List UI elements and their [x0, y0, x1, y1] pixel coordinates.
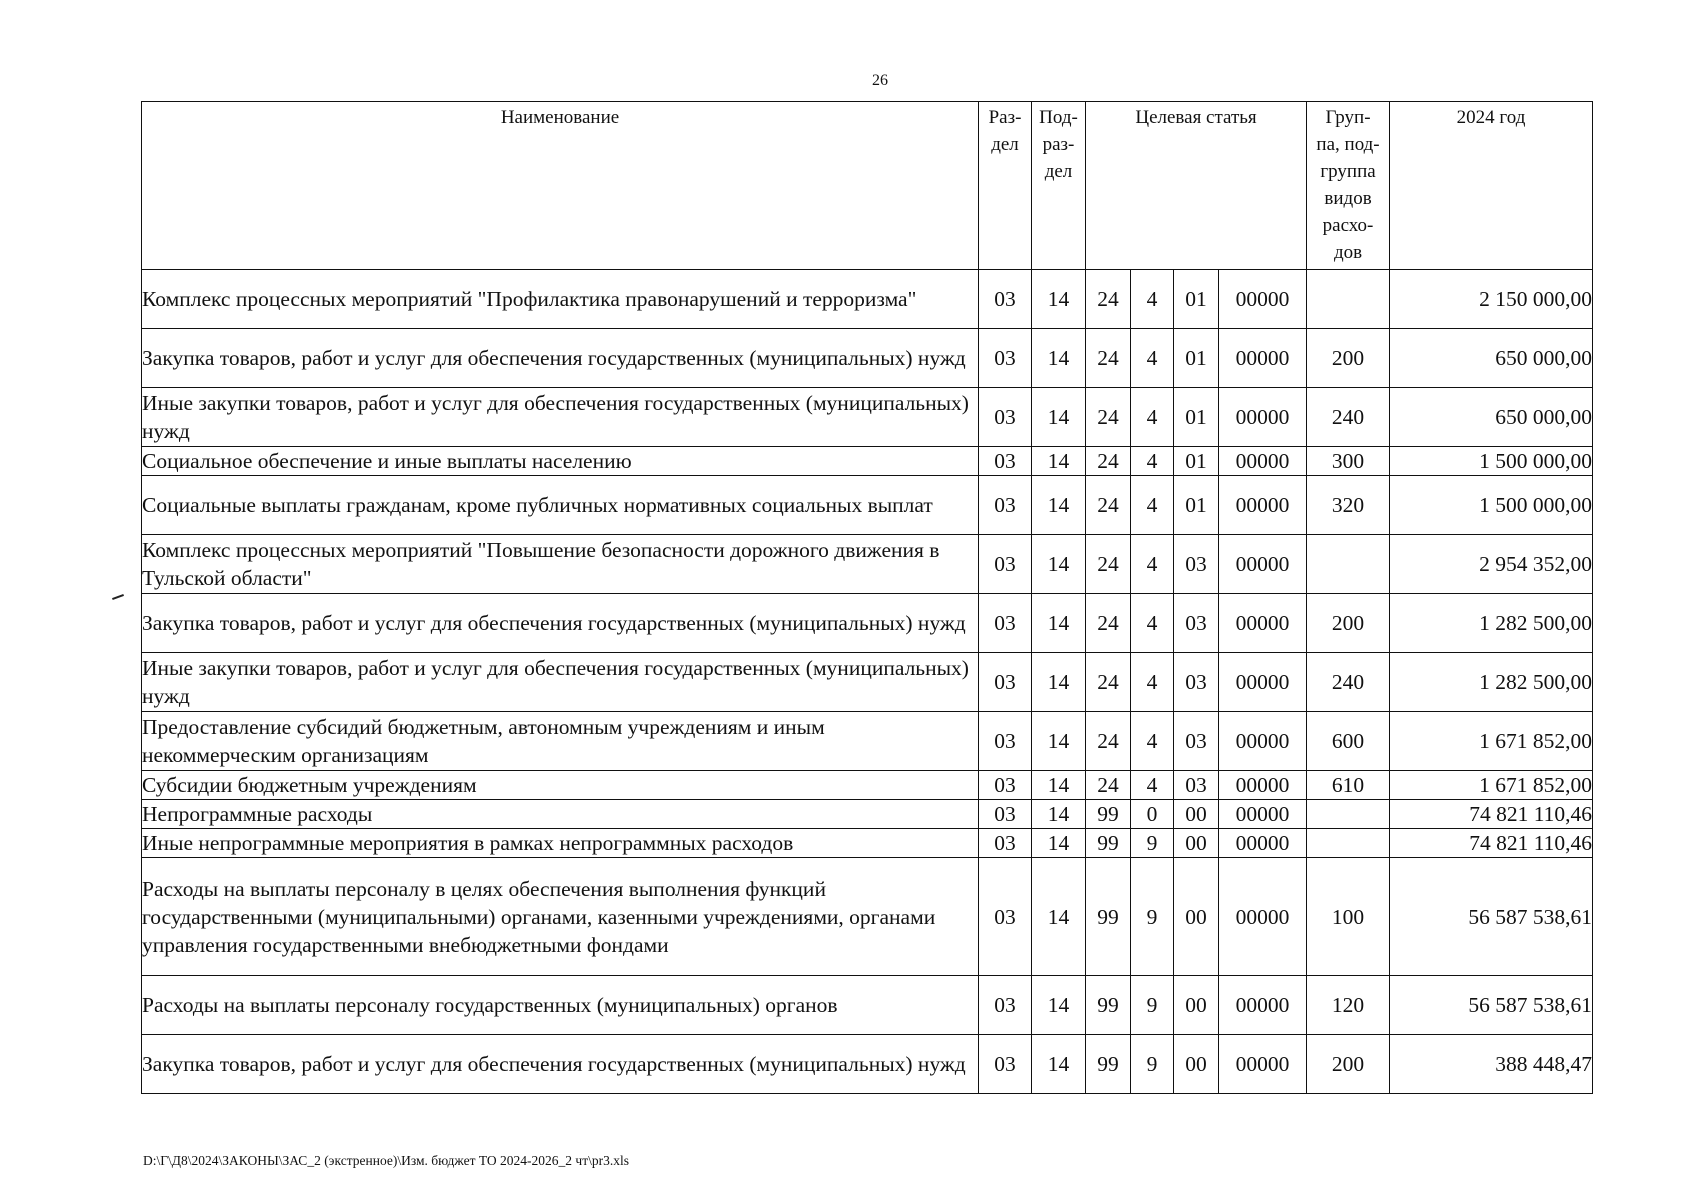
cell-target-2: 9 [1131, 858, 1174, 976]
cell-target-1: 99 [1086, 976, 1131, 1035]
cell-name: Расходы на выплаты персоналу в целях обеспечения выполнения функций государственными (муниципальными) органами, казенными учреждениями, органами управления государственными внебюджетными фондами [142, 858, 979, 976]
table-body [142, 270, 1593, 1094]
cell-target-3: 01 [1174, 476, 1219, 535]
cell-target-3: 03 [1174, 653, 1219, 712]
cell-name: Расходы на выплаты персоналу государственных (муниципальных) органов [142, 976, 979, 1035]
cell-target-4: 00000 [1219, 594, 1307, 653]
cell-target-1: 24 [1086, 771, 1131, 800]
header-expense-group: Груп- па, под- группа видов расхо- дов [1307, 102, 1390, 270]
cell-name: Социальное обеспечение и иные выплаты населению [142, 447, 979, 476]
cell-target-3: 03 [1174, 594, 1219, 653]
cell-name: Комплекс процессных мероприятий "Повышение безопасности дорожного движения в Тульской области" [142, 535, 979, 594]
cell-target-1: 99 [1086, 829, 1131, 858]
cell-target-1: 24 [1086, 447, 1131, 476]
cell-target-1: 24 [1086, 329, 1131, 388]
cell-target-1: 24 [1086, 535, 1131, 594]
cell-name: Предоставление субсидий бюджетным, автономным учреждениям и иным некоммерческим организациям [142, 712, 979, 771]
cell-target-2: 4 [1131, 476, 1174, 535]
cell-podrazdel: 14 [1032, 270, 1086, 329]
cell-target-2: 4 [1131, 329, 1174, 388]
cell-target-2: 4 [1131, 447, 1174, 476]
cell-expense-group: 200 [1307, 1035, 1390, 1094]
cell-name: Иные закупки товаров, работ и услуг для обеспечения государственных (муниципальных) нужд [142, 653, 979, 712]
cell-name: Иные непрограммные мероприятия в рамках непрограммных расходов [142, 829, 979, 858]
cell-target-4: 00000 [1219, 329, 1307, 388]
cell-razdel: 03 [979, 800, 1032, 829]
cell-target-4: 00000 [1219, 829, 1307, 858]
cell-razdel: 03 [979, 329, 1032, 388]
cell-target-2: 4 [1131, 771, 1174, 800]
cell-expense-group: 610 [1307, 771, 1390, 800]
table-row [142, 1035, 1593, 1094]
cell-podrazdel: 14 [1032, 447, 1086, 476]
table-row [142, 447, 1593, 476]
cell-amount: 388 448,47 [1390, 1035, 1593, 1094]
header-target-article: Целевая статья [1086, 102, 1307, 270]
cell-target-2: 9 [1131, 1035, 1174, 1094]
cell-target-1: 99 [1086, 800, 1131, 829]
cell-target-4: 00000 [1219, 447, 1307, 476]
cell-name: Социальные выплаты гражданам, кроме публичных нормативных социальных выплат [142, 476, 979, 535]
cell-target-3: 01 [1174, 270, 1219, 329]
cell-amount: 56 587 538,61 [1390, 858, 1593, 976]
cell-target-1: 99 [1086, 858, 1131, 976]
cell-razdel: 03 [979, 771, 1032, 800]
cell-target-3: 00 [1174, 1035, 1219, 1094]
table-row [142, 829, 1593, 858]
cell-target-1: 24 [1086, 270, 1131, 329]
table-row [142, 771, 1593, 800]
cell-razdel: 03 [979, 270, 1032, 329]
cell-razdel: 03 [979, 594, 1032, 653]
cell-expense-group [1307, 800, 1390, 829]
cell-name: Иные закупки товаров, работ и услуг для обеспечения государственных (муниципальных) нужд [142, 388, 979, 447]
cell-target-4: 00000 [1219, 476, 1307, 535]
cell-target-2: 4 [1131, 653, 1174, 712]
cell-expense-group [1307, 270, 1390, 329]
table-row [142, 594, 1593, 653]
cell-podrazdel: 14 [1032, 800, 1086, 829]
cell-podrazdel: 14 [1032, 476, 1086, 535]
table-row [142, 270, 1593, 329]
cell-target-3: 03 [1174, 771, 1219, 800]
cell-amount: 74 821 110,46 [1390, 800, 1593, 829]
cell-target-2: 9 [1131, 976, 1174, 1035]
cell-target-4: 00000 [1219, 388, 1307, 447]
cell-razdel: 03 [979, 653, 1032, 712]
table-row [142, 535, 1593, 594]
cell-razdel: 03 [979, 858, 1032, 976]
cell-expense-group: 240 [1307, 653, 1390, 712]
cell-target-2: 4 [1131, 535, 1174, 594]
header-podrazdel: Под- раз- дел [1032, 102, 1086, 270]
header-year: 2024 год [1390, 102, 1593, 270]
cell-name: Закупка товаров, работ и услуг для обеспечения государственных (муниципальных) нужд [142, 594, 979, 653]
cell-expense-group [1307, 535, 1390, 594]
cell-target-3: 01 [1174, 388, 1219, 447]
cell-amount: 1 671 852,00 [1390, 771, 1593, 800]
cell-amount: 1 671 852,00 [1390, 712, 1593, 771]
page-number: 26 [872, 72, 888, 89]
table-row [142, 858, 1593, 976]
cell-podrazdel: 14 [1032, 1035, 1086, 1094]
budget-table [141, 101, 1593, 1094]
cell-amount: 650 000,00 [1390, 388, 1593, 447]
cell-target-3: 00 [1174, 858, 1219, 976]
cell-expense-group: 300 [1307, 447, 1390, 476]
table-row [142, 476, 1593, 535]
cell-amount: 2 150 000,00 [1390, 270, 1593, 329]
cell-podrazdel: 14 [1032, 594, 1086, 653]
cell-expense-group: 200 [1307, 329, 1390, 388]
cell-podrazdel: 14 [1032, 712, 1086, 771]
cell-target-4: 00000 [1219, 800, 1307, 829]
cell-expense-group: 240 [1307, 388, 1390, 447]
cell-target-1: 24 [1086, 594, 1131, 653]
cell-razdel: 03 [979, 976, 1032, 1035]
cell-amount: 1 500 000,00 [1390, 476, 1593, 535]
cell-target-1: 24 [1086, 712, 1131, 771]
cell-podrazdel: 14 [1032, 858, 1086, 976]
cell-name: Закупка товаров, работ и услуг для обеспечения государственных (муниципальных) нужд [142, 1035, 979, 1094]
cell-amount: 1 282 500,00 [1390, 594, 1593, 653]
cell-expense-group: 120 [1307, 976, 1390, 1035]
cell-razdel: 03 [979, 476, 1032, 535]
cell-amount: 74 821 110,46 [1390, 829, 1593, 858]
cell-expense-group: 320 [1307, 476, 1390, 535]
cell-target-1: 99 [1086, 1035, 1131, 1094]
cell-target-4: 00000 [1219, 1035, 1307, 1094]
cell-expense-group [1307, 829, 1390, 858]
cell-target-2: 9 [1131, 829, 1174, 858]
cell-name: Закупка товаров, работ и услуг для обеспечения государственных (муниципальных) нужд [142, 329, 979, 388]
table-row [142, 800, 1593, 829]
cell-expense-group: 200 [1307, 594, 1390, 653]
cell-podrazdel: 14 [1032, 976, 1086, 1035]
cell-target-3: 01 [1174, 329, 1219, 388]
cell-podrazdel: 14 [1032, 535, 1086, 594]
cell-target-3: 00 [1174, 829, 1219, 858]
file-path-footer: D:\Г\Д8\2024\ЗАКОНЫ\ЗАС_2 (экстренное)\Изм. бюджет ТО 2024-2026_2 чт\pr3.xls [143, 1153, 629, 1168]
header-name: Наименование [142, 102, 979, 270]
cell-target-2: 4 [1131, 594, 1174, 653]
cell-podrazdel: 14 [1032, 829, 1086, 858]
cell-target-3: 01 [1174, 447, 1219, 476]
cell-name: Комплекс процессных мероприятий "Профилактика правонарушений и терроризма" [142, 270, 979, 329]
table-row [142, 712, 1593, 771]
cell-target-1: 24 [1086, 388, 1131, 447]
cell-amount: 650 000,00 [1390, 329, 1593, 388]
cell-target-1: 24 [1086, 653, 1131, 712]
cell-podrazdel: 14 [1032, 653, 1086, 712]
cell-podrazdel: 14 [1032, 388, 1086, 447]
table-row [142, 653, 1593, 712]
cell-target-3: 00 [1174, 976, 1219, 1035]
cell-target-2: 4 [1131, 388, 1174, 447]
cell-amount: 56 587 538,61 [1390, 976, 1593, 1035]
cell-podrazdel: 14 [1032, 771, 1086, 800]
table-row [142, 329, 1593, 388]
cell-name: Субсидии бюджетным учреждениям [142, 771, 979, 800]
cell-target-1: 24 [1086, 476, 1131, 535]
cell-target-2: 0 [1131, 800, 1174, 829]
cell-amount: 1 500 000,00 [1390, 447, 1593, 476]
cell-razdel: 03 [979, 535, 1032, 594]
cell-razdel: 03 [979, 712, 1032, 771]
cell-target-3: 03 [1174, 535, 1219, 594]
margin-mark [112, 594, 124, 600]
cell-target-4: 00000 [1219, 270, 1307, 329]
cell-podrazdel: 14 [1032, 329, 1086, 388]
cell-razdel: 03 [979, 1035, 1032, 1094]
cell-expense-group: 600 [1307, 712, 1390, 771]
cell-razdel: 03 [979, 829, 1032, 858]
cell-target-2: 4 [1131, 712, 1174, 771]
cell-razdel: 03 [979, 388, 1032, 447]
cell-target-3: 00 [1174, 800, 1219, 829]
cell-target-4: 00000 [1219, 653, 1307, 712]
cell-target-4: 00000 [1219, 535, 1307, 594]
cell-razdel: 03 [979, 447, 1032, 476]
cell-amount: 1 282 500,00 [1390, 653, 1593, 712]
cell-name: Непрограммные расходы [142, 800, 979, 829]
table-row [142, 388, 1593, 447]
cell-target-4: 00000 [1219, 712, 1307, 771]
cell-target-2: 4 [1131, 270, 1174, 329]
cell-target-4: 00000 [1219, 771, 1307, 800]
header-razdel: Раз- дел [979, 102, 1032, 270]
table-row [142, 976, 1593, 1035]
cell-target-3: 03 [1174, 712, 1219, 771]
cell-target-4: 00000 [1219, 858, 1307, 976]
cell-amount: 2 954 352,00 [1390, 535, 1593, 594]
cell-target-4: 00000 [1219, 976, 1307, 1035]
cell-expense-group: 100 [1307, 858, 1390, 976]
